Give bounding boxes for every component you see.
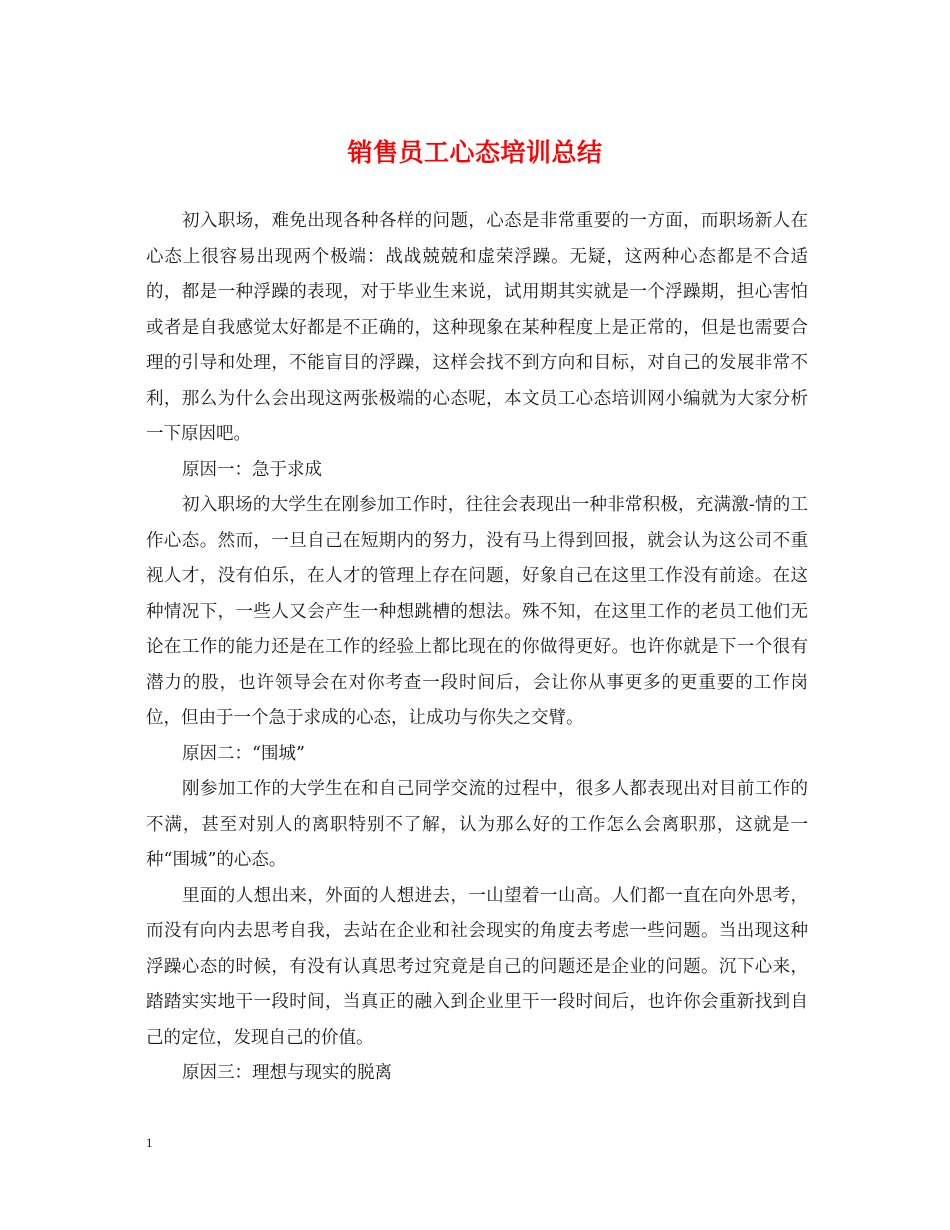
reason-2-paragraph-2: 里面的人想出来，外面的人想进去，一山望着一山高。人们都一直在向外思考，而没有向内去思考自我，去站在企业和社会现实的角度去考虑一些问题。当出现这种浮躁心态的时候，有没有认真思考过究竟是自己的问题还是企业的问题。沉下心来，踏踏实实地干一段时间，当真正的融入到企业里干一段时间后，也许你会重新找到自己的定位，发现自己的价值。 bbox=[146, 885, 808, 1048]
document-body bbox=[146, 204, 808, 1092]
reason-2-paragraph-1: 刚参加工作的大学生在和自己同学交流的过程中，很多人都表现出对目前工作的不满，甚至对别人的离职特别不了解，认为那么好的工作怎么会离职那，这就是一种“围城”的心态。 bbox=[146, 779, 808, 870]
section-heading-reason-2: 原因二：“围城” bbox=[182, 743, 305, 764]
section-heading-reason-1: 原因一：急于求成 bbox=[182, 459, 322, 480]
reason-1-paragraph: 初入职场的大学生在刚参加工作时，往往会表现出一种非常积极，充满激-情的工作心态。然而，一旦自己在短期内的努力，没有马上得到回报，就会认为这公司不重视人才，没有伯乐，在人才的管理上存在问题，好象自己在这里工作没有前途。在这种情况下，一些人又会产生一种想跳槽的想法。殊不知，在这里工作的老员工他们无论在工作的能力还是在工作的经验上都比现在的你做得更好。也许你就是下一个很有潜力的股，也许领导会在对你考查一段时间后，会让你从事更多的更重要的工作岗位，但由于一个急于求成的心态，让成功与你失之交臂。 bbox=[146, 495, 808, 728]
page-number: 1 bbox=[146, 1135, 153, 1150]
section-heading-reason-3: 原因三：理想与现实的脱离 bbox=[182, 1063, 392, 1083]
intro-paragraph: 初入职场，难免出现各种各样的问题，心态是非常重要的一方面，而职场新人在心态上很容易出现两个极端：战战兢兢和虚荣浮躁。无疑，这两种心态都是不合适的，都是一种浮躁的表现，对于毕业生来说，试用期其实就是一个浮躁期，担心害怕或者是自我感觉太好都是不正确的，这种现象在某种程度上是正常的，但是也需要合理的引导和处理，不能盲目的浮躁，这样会找不到方向和目标，对自己的发展非常不利，那么为什么会出现这两张极端的心态呢，本文员工心态培训网小编就为大家分析一下原因吧。 bbox=[146, 211, 808, 444]
document-title: 销售员工心态培训总结 bbox=[347, 138, 603, 167]
